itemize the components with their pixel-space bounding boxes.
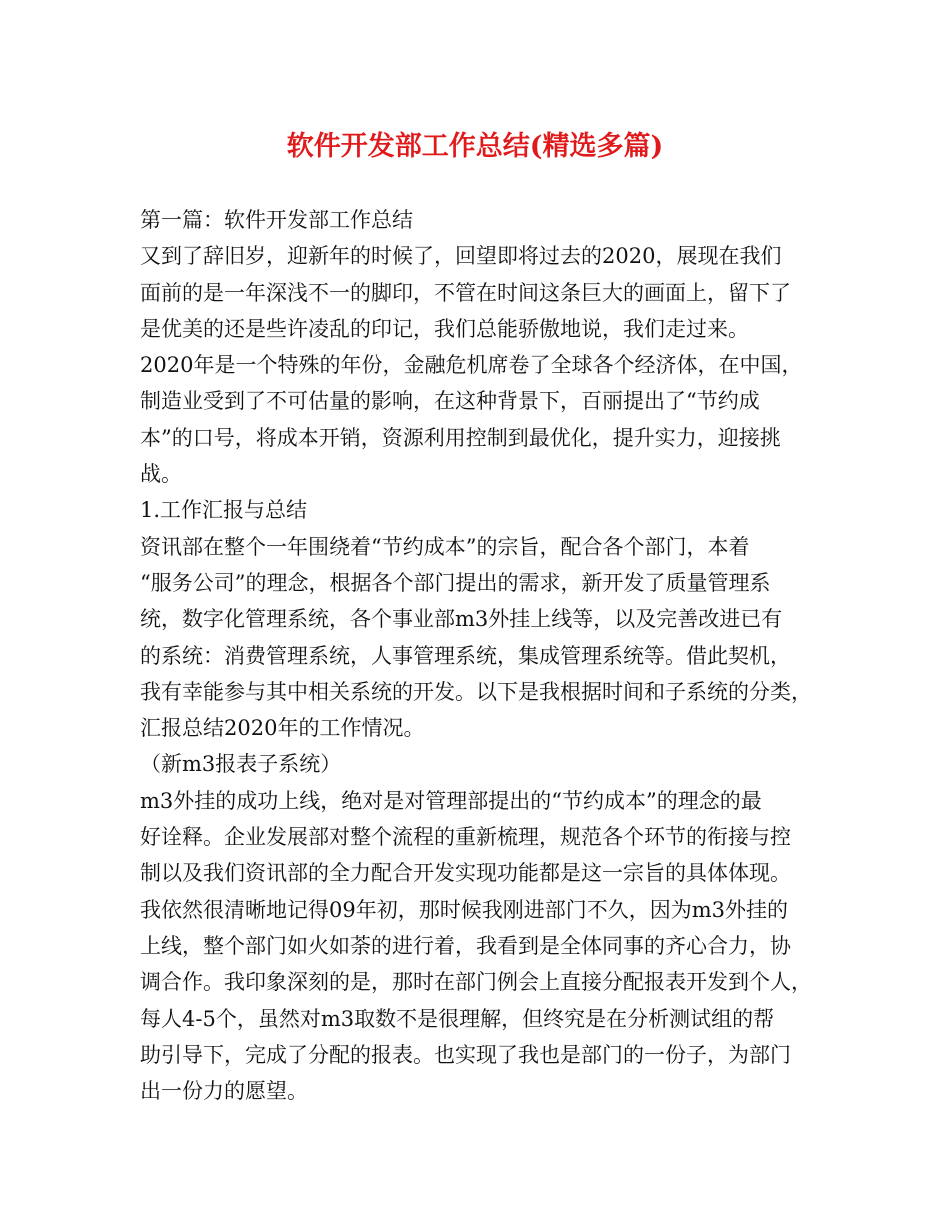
body-line: 我依然很清晰地记得09年初，那时候我刚进部门不久，因为m3外挂的: [140, 897, 788, 922]
body-line: 助引导下，完成了分配的报表。也实现了我也是部门的一份子，为部门: [140, 1042, 791, 1067]
body-line: 汇报总结2020年的工作情况。: [140, 716, 425, 741]
body-line: 上线，整个部门如火如荼的进行着，我看到是全体同事的齐心合力，协: [140, 933, 791, 958]
body-line: 第一篇：软件开发部工作总结: [140, 208, 413, 232]
body-line: m3外挂的成功上线，绝对是对管理部提出的“节约成本”的理念的最: [140, 788, 762, 813]
body-line: 每人4-5个，虽然对m3取数不是很理解，但终究是在分析测试组的帮: [140, 1006, 775, 1031]
body-line: 制造业受到了不可估量的影响，在这种背景下，百丽提出了“节约成: [140, 389, 760, 414]
body-line: 面前的是一年深浅不一的脚印，不管在时间这条巨大的画面上，留下了: [140, 280, 791, 305]
body-line: 好诠释。企业发展部对整个流程的重新梳理，规范各个环节的衔接与控: [140, 825, 791, 850]
document-title: 软件开发部工作总结(精选多篇): [286, 131, 664, 162]
body-line: 又到了辞旧岁，迎新年的时候了，回望即将过去的2020，展现在我们: [140, 244, 782, 269]
body-line: 统，数字化管理系统，各个事业部m3外挂上线等，以及完善改进已有: [140, 607, 783, 632]
body-line: “服务公司”的理念，根据各个部门提出的需求，新开发了质量管理系: [140, 570, 771, 595]
document-body: [140, 202, 820, 1109]
body-line: 我有幸能参与其中相关系统的开发。以下是我根据时间和子系统的分类，: [140, 679, 812, 704]
body-line: 战。: [140, 462, 182, 487]
body-line: 的系统：消费管理系统，人事管理系统，集成管理系统等。借此契机，: [140, 643, 791, 668]
body-line: 本”的口号，将成本开销，资源利用控制到最优化，提升实力，迎接挑: [140, 425, 781, 450]
body-line: 是优美的还是些许凌乱的印记，我们总能骄傲地说，我们走过来。: [140, 316, 749, 341]
body-line: 出一份力的愿望。: [140, 1079, 308, 1104]
body-line: 资讯部在整个一年围绕着“节约成本”的宗旨，配合各个部门，本着: [140, 534, 750, 559]
body-line: 2020年是一个特殊的年份，金融危机席卷了全球各个经济体，在中国，: [140, 353, 803, 378]
subsection-heading: （新m3报表子系统）: [140, 752, 342, 777]
body-line: 制以及我们资讯部的全力配合开发实现功能都是这一宗旨的具体体现。: [140, 861, 791, 886]
section-heading: 1.工作汇报与总结: [140, 498, 308, 523]
body-line: 调合作。我印象深刻的是，那时在部门例会上直接分配报表开发到个人，: [140, 970, 812, 995]
